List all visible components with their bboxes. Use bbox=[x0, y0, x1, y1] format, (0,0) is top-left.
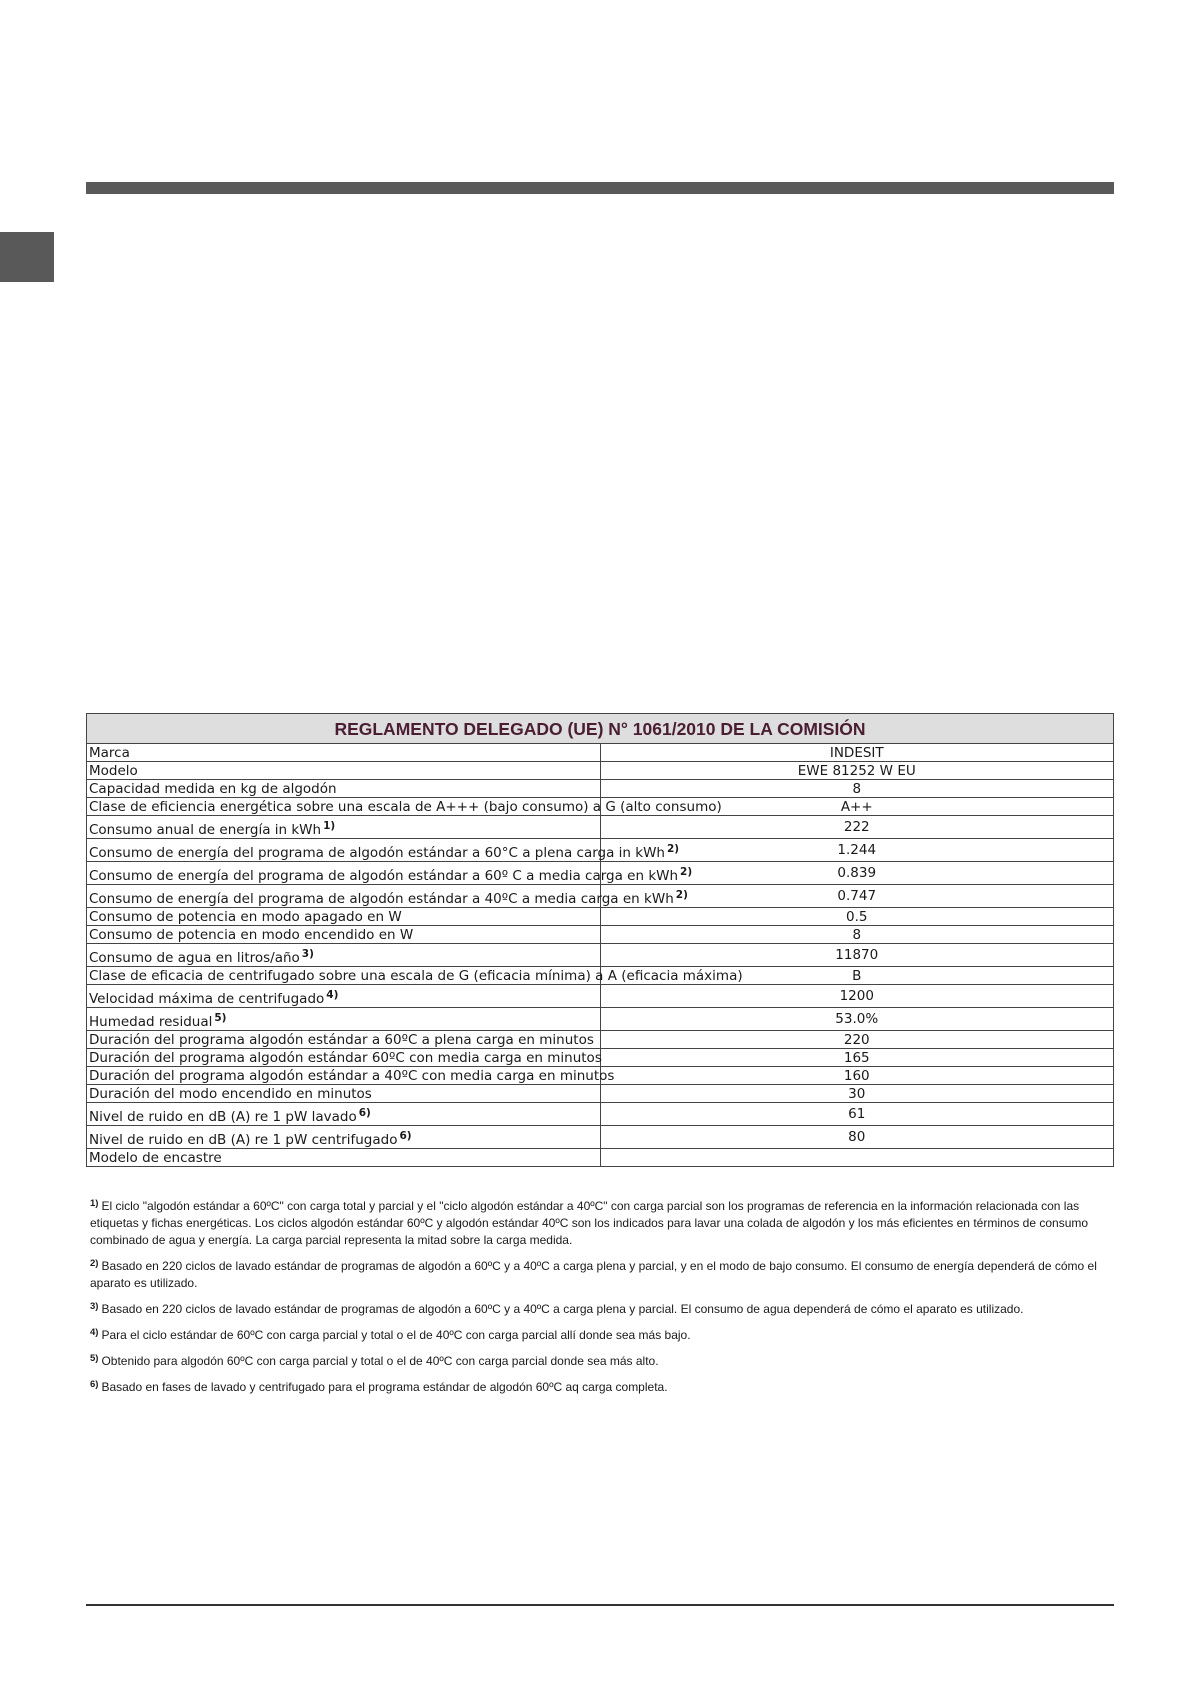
footnote-text: Obtenido para algodón 60ºC con carga parcial y total o el de 40ºC con carga parcial donde sea más alto. bbox=[101, 1354, 659, 1368]
table-row bbox=[87, 798, 1114, 816]
row-value: 8 bbox=[600, 926, 1114, 944]
row-value: A++ bbox=[600, 798, 1114, 816]
table-row bbox=[87, 762, 1114, 780]
row-label: Consumo de agua en litros/año $^{3)}$ bbox=[87, 944, 601, 967]
footnote-text: Para el ciclo estándar de 60ºC con carga parcial y total o el de 40ºC con carga parcial allí donde sea más bajo. bbox=[101, 1328, 691, 1342]
table-row bbox=[87, 908, 1114, 926]
row-label: Velocidad máxima de centrifugado $^{4)}$ bbox=[87, 985, 601, 1008]
footnote-text: Basado en 220 ciclos de lavado estándar de programas de algodón a 60ºC y a 40ºC a carga plena y parcial. El consumo de agua dependerá de cómo el aparato es utilizado. bbox=[101, 1302, 1024, 1316]
table-row bbox=[87, 985, 1114, 1008]
footnote-ref: 2) bbox=[680, 866, 693, 878]
row-value: INDESIT bbox=[600, 744, 1114, 762]
row-value: B bbox=[600, 967, 1114, 985]
table-row bbox=[87, 780, 1114, 798]
footnote-ref: 2) bbox=[675, 889, 688, 901]
row-label: Clase de eficacia de centrifugado sobre una escala de G (eficacia mínima) a A (eficacia máxima) bbox=[87, 967, 601, 985]
row-label: Modelo bbox=[87, 762, 601, 780]
table-row bbox=[87, 1067, 1114, 1085]
row-value: 1.244 bbox=[600, 839, 1114, 862]
row-value: 222 bbox=[600, 816, 1114, 839]
row-label: Duración del programa algodón estándar 60ºC con media carga en minutos bbox=[87, 1049, 601, 1067]
footnote-mark: 4) bbox=[90, 1327, 99, 1338]
row-label: Duración del programa algodón estándar a 60ºC a plena carga en minutos bbox=[87, 1031, 601, 1049]
table-row bbox=[87, 1008, 1114, 1031]
row-label: Nivel de ruido en dB (A) re 1 pW centrifugado $^{6)}$ bbox=[87, 1126, 601, 1149]
row-value bbox=[600, 1149, 1114, 1167]
footnote-text: Basado en fases de lavado y centrifugado para el programa estándar de algodón 60ºC aq carga completa. bbox=[101, 1380, 668, 1394]
table-row bbox=[87, 967, 1114, 985]
row-value: 30 bbox=[600, 1085, 1114, 1103]
row-label: Consumo de potencia en modo encendido en W bbox=[87, 926, 601, 944]
footnote-ref: 6) bbox=[358, 1107, 371, 1119]
spec-table bbox=[86, 713, 1114, 1167]
footnote-ref: 4) bbox=[326, 989, 339, 1001]
row-value: 0.839 bbox=[600, 862, 1114, 885]
footnote-ref: 2) bbox=[667, 843, 680, 855]
footnote-mark: 3) bbox=[90, 1301, 99, 1312]
footnote bbox=[90, 1301, 1112, 1318]
footnote-ref: 1) bbox=[323, 820, 336, 832]
row-label: Humedad residual $^{5)}$ bbox=[87, 1008, 601, 1031]
table-row bbox=[87, 885, 1114, 908]
table-row bbox=[87, 744, 1114, 762]
table-title: REGLAMENTO DELEGADO (UE) N° 1061/2010 DE LA COMISIÓN bbox=[87, 714, 1114, 744]
row-value: 80 bbox=[600, 1126, 1114, 1149]
row-value: 61 bbox=[600, 1103, 1114, 1126]
row-label: Duración del programa algodón estándar a 40ºC con media carga en minutos bbox=[87, 1067, 601, 1085]
footnote-text: El ciclo "algodón estándar a 60ºC" con carga total y parcial y el "ciclo algodón estándar a 40ºC" con carga parcial son los programas de referencia en la información relacionada con las etiquetas y fichas energéticas. Los ciclos algodón estándar 60ºC y algodón estándar 40ºC son los indicados para lavar una colada de algodón y los más eficientes en términos de consumo combinado de agua y energía. La carga parcial representa la mitad sobre la carga medida. bbox=[90, 1199, 1089, 1247]
table-row bbox=[87, 816, 1114, 839]
row-value: 0.747 bbox=[600, 885, 1114, 908]
header-rule bbox=[86, 182, 1114, 194]
table-row bbox=[87, 1126, 1114, 1149]
row-value: 0.5 bbox=[600, 908, 1114, 926]
footnote-text: Basado en 220 ciclos de lavado estándar de programas de algodón a 60ºC y a 40ºC a carga plena y parcial, y en el modo de bajo consumo. El consumo de energía dependerá de cómo el aparato es utilizado. bbox=[90, 1259, 1097, 1290]
language-tab-marker bbox=[0, 232, 54, 282]
footnote bbox=[90, 1353, 1112, 1370]
footnote-mark: 5) bbox=[90, 1353, 99, 1364]
footer-rule bbox=[86, 1604, 1114, 1606]
row-value: 11870 bbox=[600, 944, 1114, 967]
table-row bbox=[87, 839, 1114, 862]
row-label: Duración del modo encendido en minutos bbox=[87, 1085, 601, 1103]
footnote bbox=[90, 1327, 1112, 1344]
row-value: 160 bbox=[600, 1067, 1114, 1085]
row-value: 165 bbox=[600, 1049, 1114, 1067]
table-row bbox=[87, 1031, 1114, 1049]
footnotes bbox=[90, 1198, 1112, 1405]
table-row bbox=[87, 1103, 1114, 1126]
row-label: Consumo de energía del programa de algodón estándar a 60º C a media carga en kWh $^{2)}$ bbox=[87, 862, 601, 885]
table-row bbox=[87, 944, 1114, 967]
row-label: Consumo anual de energía in kWh $^{1)}$ bbox=[87, 816, 601, 839]
row-value: 8 bbox=[600, 780, 1114, 798]
row-label: Nivel de ruido en dB (A) re 1 pW lavado $^{6)}$ bbox=[87, 1103, 601, 1126]
row-label: Consumo de potencia en modo apagado en W bbox=[87, 908, 601, 926]
row-value: EWE 81252 W EU bbox=[600, 762, 1114, 780]
footnote bbox=[90, 1379, 1112, 1396]
footnote-mark: 1) bbox=[90, 1198, 99, 1209]
row-value: 220 bbox=[600, 1031, 1114, 1049]
table-row bbox=[87, 926, 1114, 944]
row-label: Clase de eficiencia energética sobre una escala de A+++ (bajo consumo) a G (alto consumo) bbox=[87, 798, 601, 816]
footnote-ref: 5) bbox=[214, 1012, 227, 1024]
table-row bbox=[87, 1049, 1114, 1067]
table-row bbox=[87, 1149, 1114, 1167]
row-value: 1200 bbox=[600, 985, 1114, 1008]
footnote bbox=[90, 1258, 1112, 1292]
row-value: 53.0% bbox=[600, 1008, 1114, 1031]
row-label: Consumo de energía del programa de algodón estándar a 60°C a plena carga in kWh $^{2)}$ bbox=[87, 839, 601, 862]
table-header-row bbox=[87, 714, 1114, 744]
row-label: Modelo de encastre bbox=[87, 1149, 601, 1167]
footnote-mark: 6) bbox=[90, 1379, 99, 1390]
row-label: Capacidad medida en kg de algodón bbox=[87, 780, 601, 798]
footnote-ref: 6) bbox=[399, 1130, 412, 1142]
table-row bbox=[87, 862, 1114, 885]
footnote-mark: 2) bbox=[90, 1258, 99, 1269]
footnote bbox=[90, 1198, 1112, 1249]
table-row bbox=[87, 1085, 1114, 1103]
footnote-ref: 3) bbox=[301, 948, 314, 960]
row-label: Marca bbox=[87, 744, 601, 762]
row-label: Consumo de energía del programa de algodón estándar a 40ºC a media carga en kWh $^{2)}$ bbox=[87, 885, 601, 908]
